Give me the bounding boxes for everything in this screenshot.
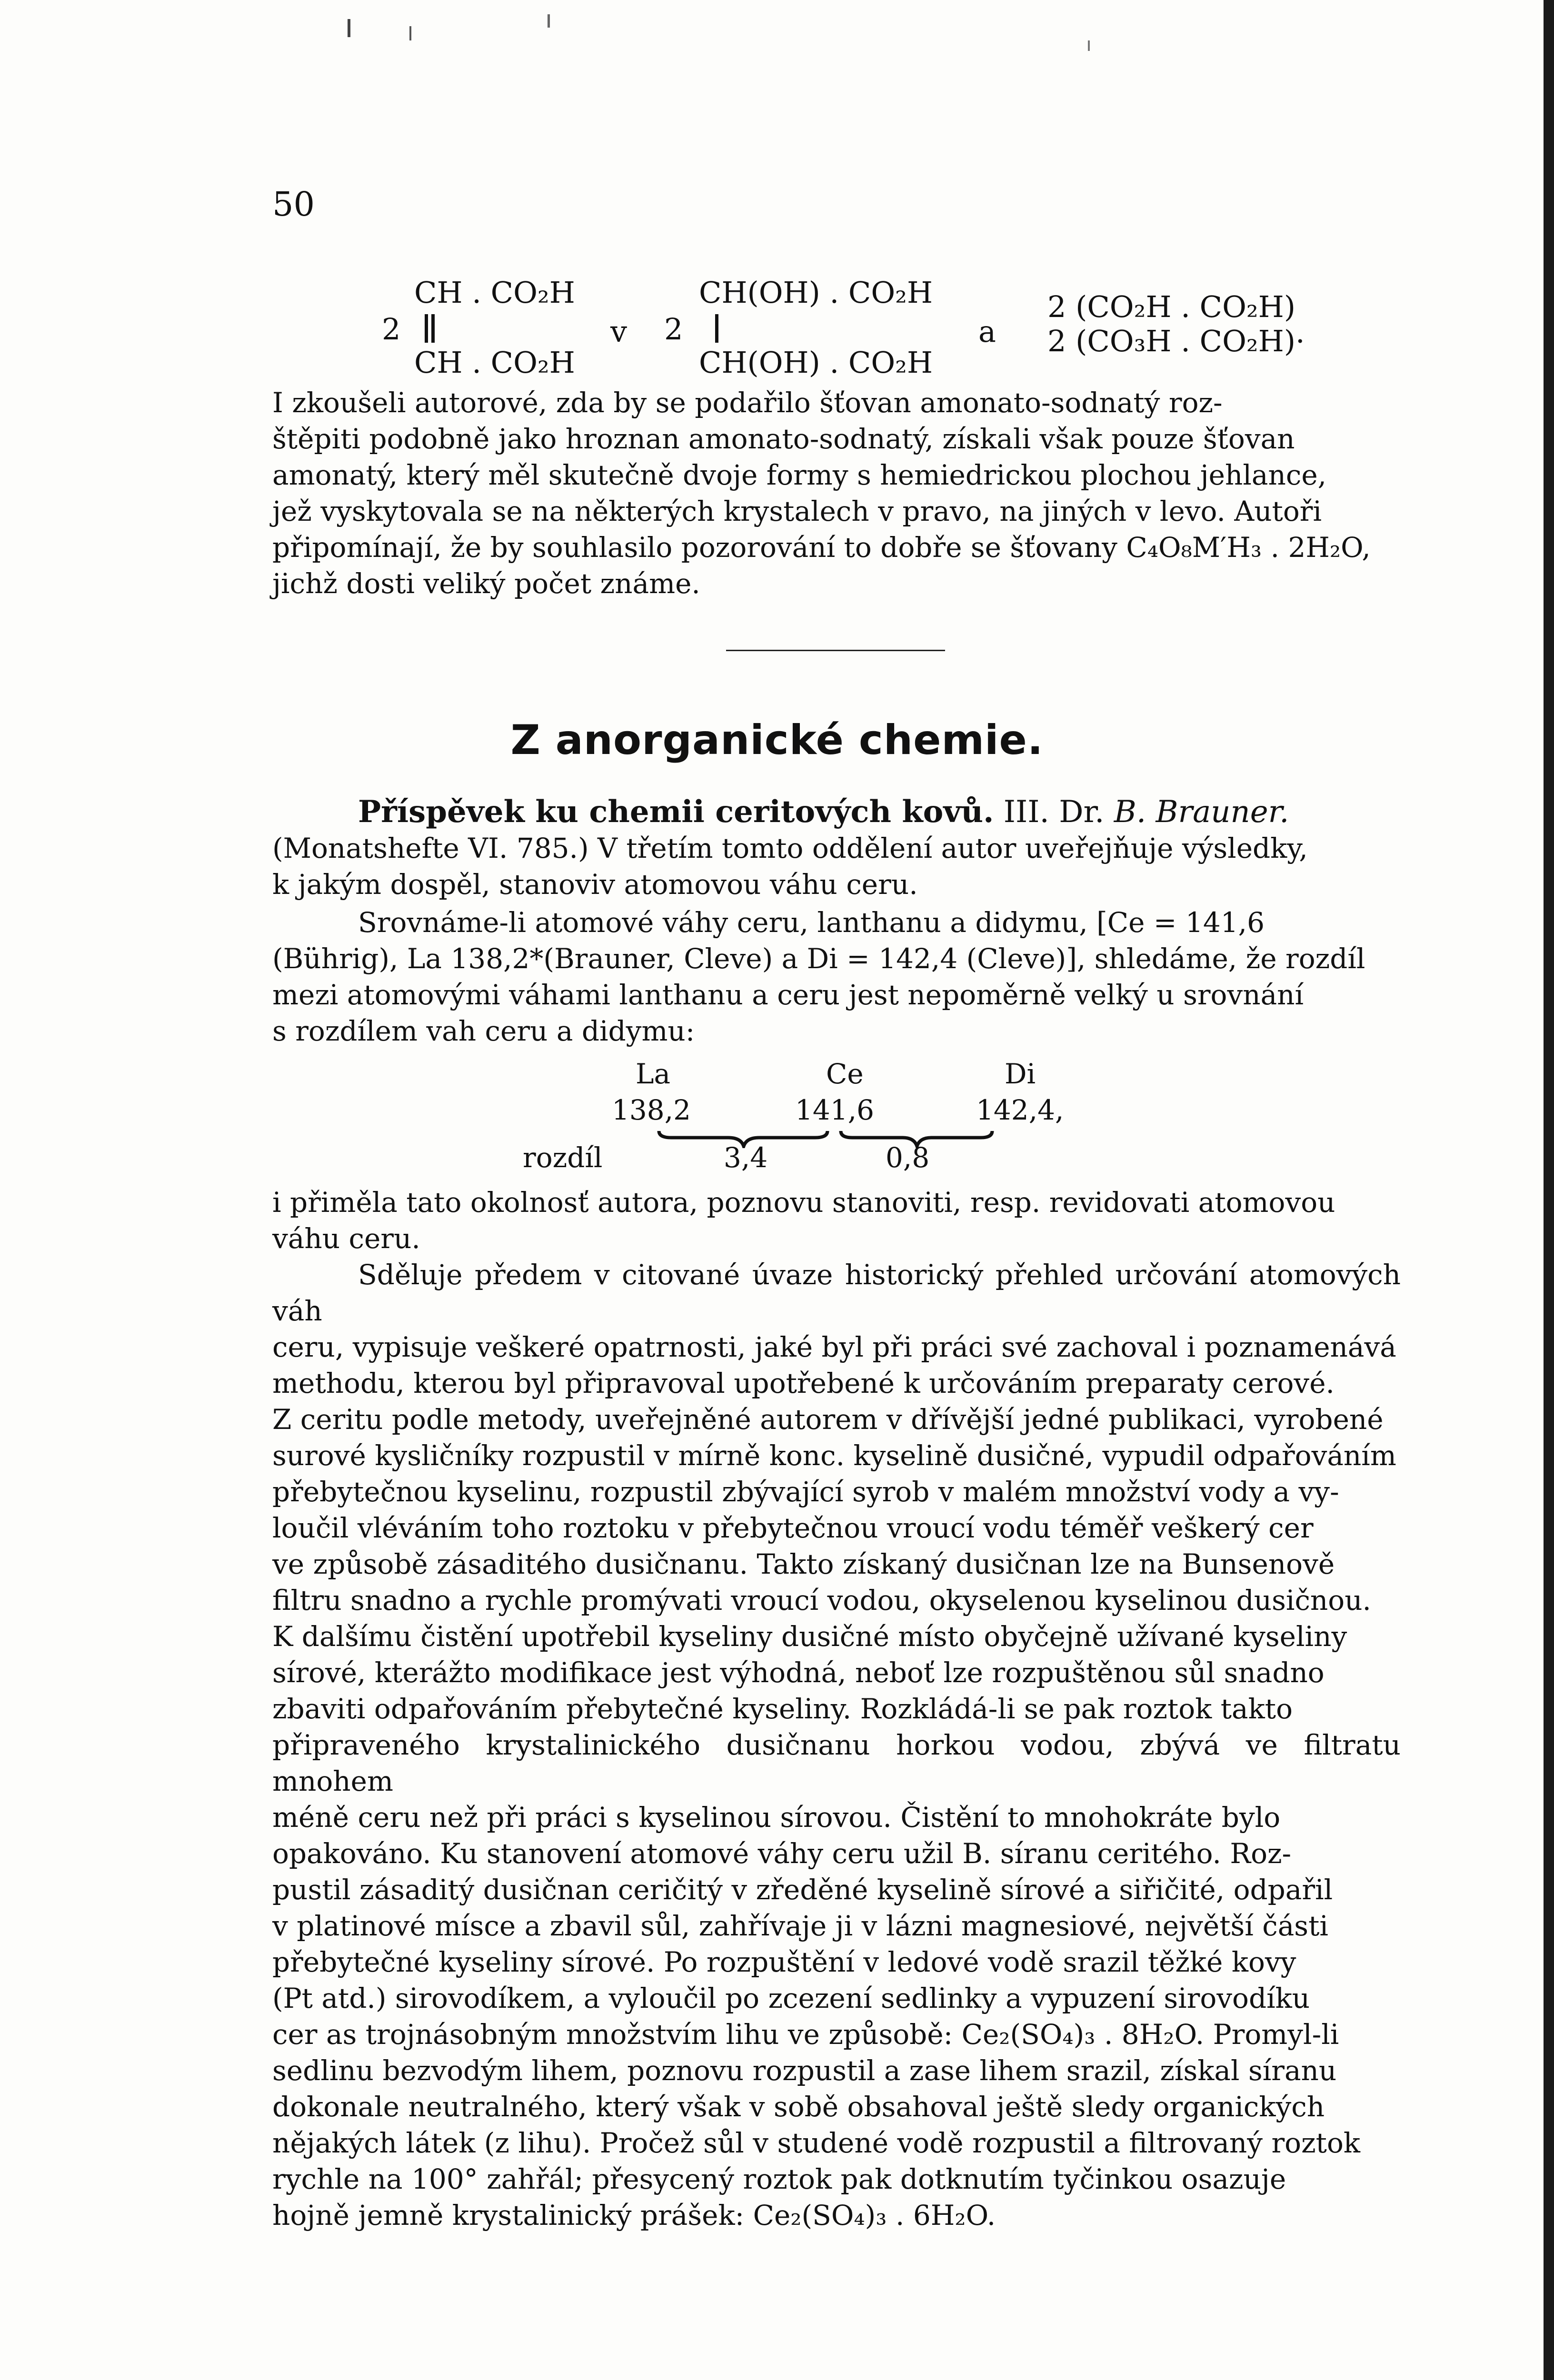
- text-line: ceru, vypisuje veškeré opatrnosti, jaké byl při práci své zachoval i poznamenává: [272, 1331, 1396, 1363]
- header-la: La: [636, 1058, 671, 1090]
- text-line: jež vyskytovala se na některých krystalech v pravo, na jiných v levo. Autoři: [272, 495, 1322, 527]
- header-ce: Ce: [826, 1058, 864, 1090]
- article-heading-line: [272, 794, 1401, 830]
- text-line: methodu, kterou byl připravoval upotřebené k určováním preparaty cerové.: [272, 1367, 1335, 1399]
- text-line: (Monatshefte VI. 785.) V třetím tomto oddělení autor uveřejňuje výsledky,: [272, 832, 1308, 864]
- text-line: s rozdílem vah ceru a didymu:: [272, 1015, 695, 1047]
- text-line: pustil zásaditý dusičnan ceričitý v zředěné kyselině sírové a siřičité, odpařil: [272, 1874, 1333, 1906]
- text-line: v platinové mísce a zbavil sůl, zahřívaje ji v lázni magnesiové, největší části: [272, 1910, 1328, 1942]
- text-line: cer as trojnásobným množstvím lihu ve způsobě: Ce₂(SO₄)₃ . 8H₂O. Promyl-li: [272, 2018, 1339, 2051]
- article-intro: [272, 794, 1401, 902]
- text-line: nějakých látek (z lihu). Pročež sůl v studené vodě rozpustil a filtrovaný roztok: [272, 2127, 1361, 2159]
- formula-left-coef: 2: [382, 312, 401, 347]
- difference-ce-di: 0,8: [886, 1141, 930, 1174]
- paragraph-4: [272, 1257, 1401, 2233]
- page-number: 50: [272, 185, 315, 224]
- formula-middle-coef: 2: [664, 312, 683, 347]
- text-line: opakováno. Ku stanovení atomové váhy ceru užil B. síranu ceritého. Roz-: [272, 1837, 1292, 1870]
- article-title: Příspěvek ku chemii ceritových kovů.: [358, 794, 994, 830]
- formula-left-top: CH . CO₂H: [414, 275, 575, 310]
- value-ce: 141,6: [795, 1094, 875, 1126]
- text-line: přebytečné kyseliny sírové. Po rozpuštění v ledové vodě srazil těžké kovy: [272, 1946, 1296, 1978]
- text-line: štěpiti podobně jako hroznan amonato-sodnatý, získali však pouze šťovan: [272, 423, 1295, 455]
- text-line: zbaviti odpařováním přebytečné kyseliny. Rozkládá-li se pak roztok takto: [272, 1693, 1293, 1725]
- text-line: Srovnáme-li atomové váhy ceru, lanthanu a didymu, [Ce = 141,6: [358, 906, 1265, 939]
- paragraph-2: [272, 904, 1401, 1049]
- value-la: 138,2: [612, 1094, 691, 1126]
- text-line: i přiměla tato okolnosť autora, poznovu stanoviti, resp. revidovati atomovou: [272, 1186, 1335, 1219]
- paragraph-1: [272, 385, 1401, 602]
- text-line: připomínají, že by souhlasilo pozorování to dobře se šťovany C₄O₈M′H₃ . 2H₂O,: [272, 531, 1371, 564]
- text-line: sírové, kterážto modifikace jest výhodná, neboť lze rozpuštěnou sůl snadno: [272, 1656, 1325, 1689]
- text-line: jichž dosti veliký počet známe.: [272, 567, 700, 600]
- text-line: mezi atomovými váhami lanthanu a ceru jest nepoměrně velký u srovnání: [272, 979, 1304, 1011]
- difference-label: rozdíl: [523, 1141, 603, 1174]
- text-line: rychle na 100° zahřál; přesycený roztok pak dotknutím tyčinkou osazuje: [272, 2163, 1286, 2195]
- text-line: I zkoušeli autorové, zda by se podařilo šťovan amonato-sodnatý roz-: [272, 387, 1223, 419]
- text-line: méně ceru než při práci s kyselinou sírovou. Čistění to mnohokráte bylo: [272, 1801, 1281, 1834]
- text-line: filtru snadno a rychle promývati vroucí vodou, okyselenou kyselinou dusičnou.: [272, 1584, 1371, 1616]
- formula-right-line1: 2 (CO₂H . CO₂H): [1047, 289, 1296, 324]
- scan-edge-shadow: [1544, 0, 1554, 2380]
- text-line: sedlinu bezvodým lihem, poznovu rozpustil a zase lihem srazil, získal síranu: [272, 2054, 1337, 2087]
- text-line: hojně jemně krystalinický prášek: Ce₂(SO₄)₃ . 6H₂O.: [272, 2199, 996, 2231]
- paragraph-3: [272, 1184, 1401, 1257]
- text-line: připraveného krystalinického dusičnanu horkou vodou, zbývá ve filtratu mnohem: [272, 1729, 1401, 1797]
- text-line: (Bührig), La 138,2*(Brauner, Cleve) a Di = 142,4 (Cleve)], shledáme, že rozdíl: [272, 942, 1365, 975]
- article-part: III. Dr.: [1003, 794, 1105, 830]
- formula-right-line2: 2 (CO₃H . CO₂H)·: [1047, 324, 1305, 358]
- header-di: Di: [1005, 1058, 1036, 1090]
- formula-middle-bottom: CH(OH) . CO₂H: [699, 345, 933, 380]
- text-line: váhu ceru.: [272, 1222, 420, 1255]
- value-di: 142,4,: [976, 1094, 1064, 1126]
- formula-middle-top: CH(OH) . CO₂H: [699, 275, 933, 310]
- text-line: přebytečnou kyselinu, rozpustil zbývající syrob v malém množství vody a vy-: [272, 1476, 1339, 1508]
- double-bond-line-2: [431, 314, 435, 343]
- text-line: amonatý, který měl skutečně dvoje formy s hemiedrickou plochou jehlance,: [272, 459, 1327, 491]
- connector-v: v: [610, 314, 628, 349]
- difference-la-ce: 3,4: [724, 1141, 768, 1174]
- text-line: loučil vléváním toho roztoku v přebytečnou vroucí vodu téměř veškerý cer: [272, 1512, 1314, 1544]
- scan-specks: [0, 0, 1554, 95]
- section-divider: [726, 650, 945, 651]
- article-author: Brauner.: [1156, 794, 1289, 830]
- article-author-initial: B.: [1114, 794, 1146, 830]
- text-line: Z ceritu podle metody, uveřejněné autorem v dřívější jedné publikaci, vyrobené: [272, 1403, 1384, 1436]
- text-line: k jakým dospěl, stanoviv atomovou váhu ceru.: [272, 868, 918, 901]
- difference-braces: [657, 1129, 1009, 1148]
- text-line: K dalšímu čistění upotřebil kyseliny dusičné místo obyčejně užívané kyseliny: [272, 1620, 1347, 1653]
- text-line: (Pt atd.) sirovodíkem, a vyloučil po zcezení sedlinky a vypuzení sirovodíku: [272, 1982, 1310, 2014]
- connector-a: a: [978, 314, 996, 349]
- single-bond-line: [715, 314, 718, 343]
- section-title: Z anorganické chemie.: [510, 716, 1044, 764]
- text-line: ve způsobě zásaditého dusičnanu. Takto získaný dusičnan lze na Bunsenově: [272, 1548, 1335, 1580]
- text-line: dokonale neutralného, který však v sobě obsahoval ještě sledy organických: [272, 2091, 1325, 2123]
- double-bond-line-1: [425, 314, 428, 343]
- text-line: Sděluje předem v citované úvaze historický přehled určování atomových váh: [272, 1259, 1401, 1327]
- formula-left-bottom: CH . CO₂H: [414, 345, 575, 380]
- text-line: surové kysličníky rozpustil v mírně konc. kyselině dusičné, vypudil odpařováním: [272, 1439, 1396, 1472]
